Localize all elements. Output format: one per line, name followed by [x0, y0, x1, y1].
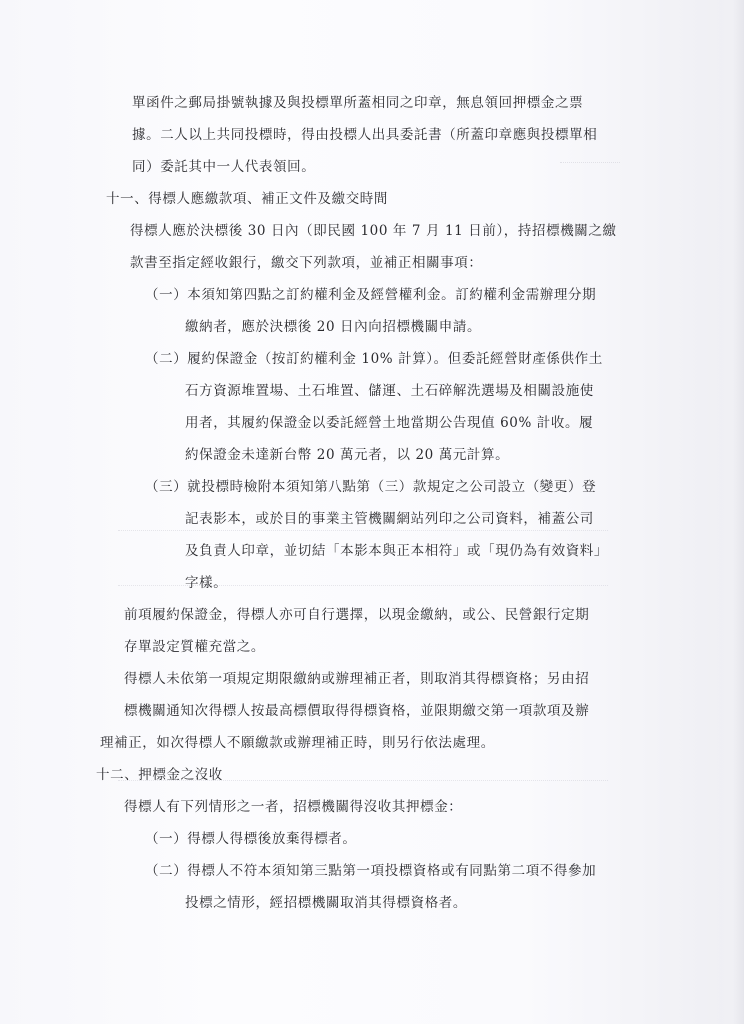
paragraph-line: 前項履約保證金，得標人亦可自行選擇，以現金繳納，或公、民營銀行定期 [124, 607, 590, 623]
list-item-line: 用者，其履約保證金以委託經營土地當期公告現值 60% 計收。履 [185, 415, 594, 431]
paragraph-line: 存單設定質權充當之。 [124, 639, 265, 655]
paragraph-line: 得標人未依第一項規定期限繳納或辦理補正者，則取消其得標資格；另由招 [124, 671, 590, 687]
list-item-line: 約保證金未達新台幣 20 萬元者，以 20 萬元計算。 [185, 447, 510, 463]
list-item-line: （二）履約保證金（按訂約權利金 10% 計算）。但委託經營財產係供作土 [145, 351, 603, 367]
page-edge-shadow [716, 0, 744, 1024]
list-item-line: 石方資源堆置場、土石堆置、儲運、土石碎解洗選場及相關設施使 [185, 383, 594, 399]
paragraph-line: 款書至指定經收銀行，繳交下列款項，並補正相關事項： [130, 255, 483, 271]
paragraph-line: 單函件之郵局掛號執據及與投標單所蓋相同之印章，無息領回押標金之票 [132, 95, 584, 111]
list-item-line: （三）就投標時檢附本須知第八點第（三）款規定之公司設立（變更）登 [145, 479, 597, 495]
list-item-line: （二）得標人不符本須知第三點第一項投標資格或有同點第二項不得參加 [145, 863, 597, 879]
paragraph-line: 得標人應於決標後 30 日內（即民國 100 年 7 月 11 日前），持招標機關之繳 [130, 223, 617, 239]
section-heading: 十一、得標人應繳款項、補正文件及繳交時間 [106, 191, 388, 207]
paragraph-line: 同）委託其中一人代表領回。 [132, 159, 316, 175]
list-item-line: 字樣。 [185, 575, 228, 591]
list-item-line: 投標之情形，經招標機關取消其得標資格者。 [185, 895, 467, 911]
bleed-through-mark [560, 152, 620, 163]
list-item-line: 記表影本，或於目的事業主管機關網站列印之公司資料，補蓋公司 [185, 511, 594, 527]
list-item-line: （一）本須知第四點之訂約權利金及經營權利金。訂約權利金需辦理分期 [145, 287, 597, 303]
section-heading: 十二、押標金之沒收 [96, 767, 223, 783]
list-item-line: （一）得標人得標後放棄得標者。 [145, 831, 357, 847]
list-item-line: 繳納者，應於決標後 20 日內向招標機關申請。 [185, 319, 482, 335]
paragraph-line: 據。二人以上共同投標時，得由投標人出具委託書（所蓋印章應與投標單相 [132, 127, 598, 143]
list-item-line: 及負責人印章，並切結「本影本與正本相符」或「現仍為有效資料」 [185, 543, 608, 559]
paragraph-line: 理補正，如次得標人不願繳款或辦理補正時，則另行依法處理。 [100, 735, 495, 751]
paragraph-line: 得標人有下列情形之一者，招標機關得沒收其押標金： [124, 799, 463, 815]
paragraph-line: 標機關通知次得標人按最高標價取得得標資格，並限期繳交第一項款項及辦 [124, 703, 590, 719]
